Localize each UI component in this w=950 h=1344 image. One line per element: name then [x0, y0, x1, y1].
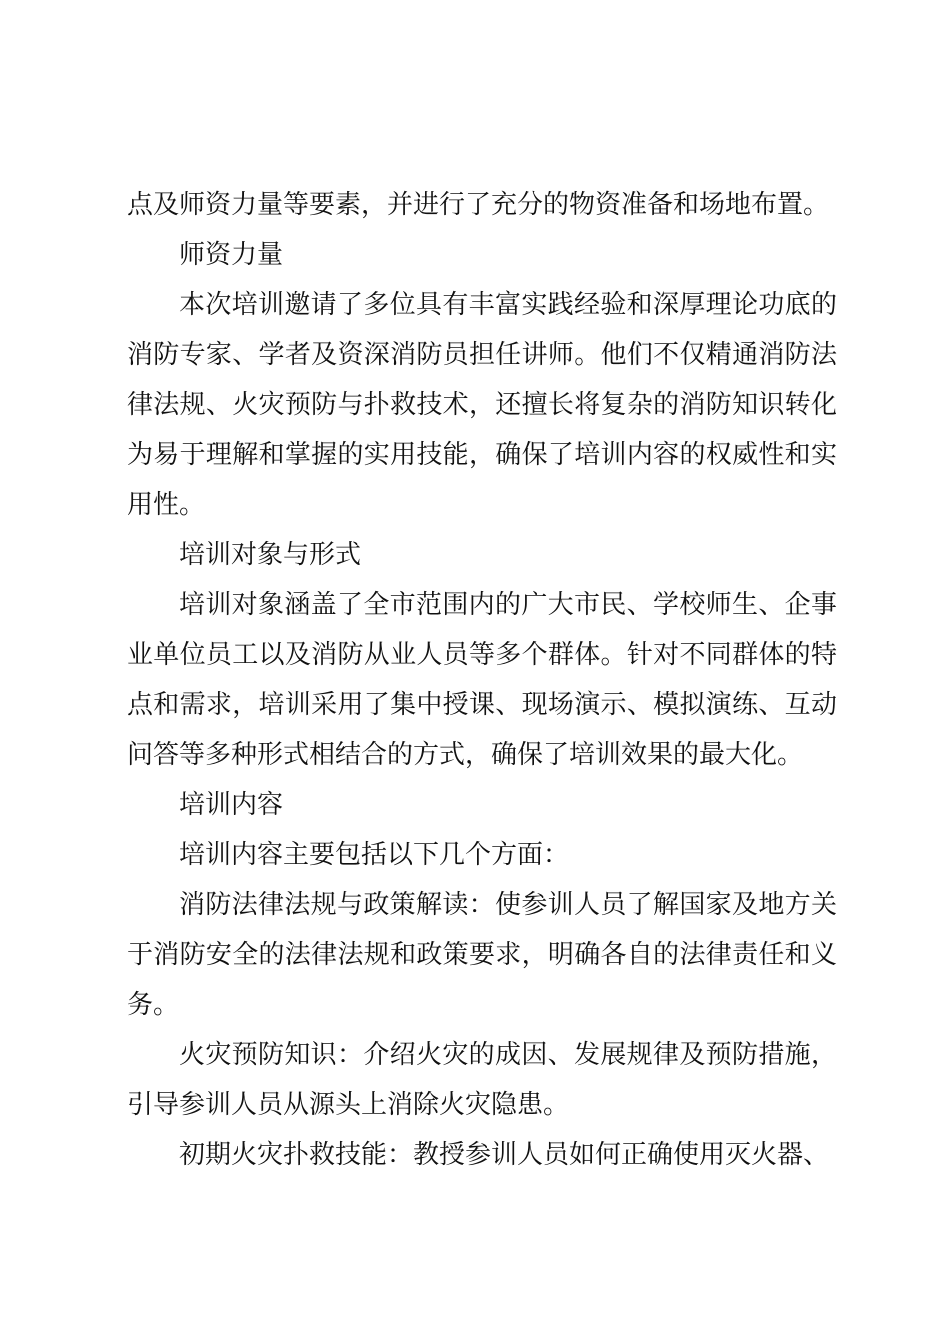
- document-body: [127, 180, 837, 1180]
- section-heading-audience-format: 培训对象与形式: [179, 540, 362, 570]
- section-heading-faculty: 师资力量: [179, 240, 284, 270]
- section-heading-content: 培训内容: [179, 790, 284, 820]
- paragraph-fire-prevention: 火灾预防知识：介绍火灾的成因、发展规律及预防措施，引导参训人员从源头上消除火灾隐患。: [127, 1040, 837, 1120]
- paragraph-faculty: 本次培训邀请了多位具有丰富实践经验和深厚理论功底的消防专家、学者及资深消防员担任讲师。他们不仅精通消防法律法规、火灾预防与扑救技术，还擅长将复杂的消防知识转化为易于理解和掌握的实用技能，确保了培训内容的权威性和实用性。: [127, 290, 837, 520]
- paragraph-content-intro: 培训内容主要包括以下几个方面：: [179, 840, 570, 870]
- paragraph-fire-fighting: 初期火灾扑救技能：教授参训人员如何正确使用灭火器、: [179, 1140, 830, 1170]
- paragraph-continuation: 点及师资力量等要素，并进行了充分的物资准备和场地布置。: [127, 190, 830, 220]
- paragraph-laws-policy: 消防法律法规与政策解读：使参训人员了解国家及地方关于消防安全的法律法规和政策要求，明确各自的法律责任和义务。: [127, 890, 837, 1020]
- paragraph-audience-format: 培训对象涵盖了全市范围内的广大市民、学校师生、企事业单位员工以及消防从业人员等多个群体。针对不同群体的特点和需求，培训采用了集中授课、现场演示、模拟演练、互动问答等多种形式相结合的方式，确保了培训效果的最大化。: [127, 590, 837, 770]
